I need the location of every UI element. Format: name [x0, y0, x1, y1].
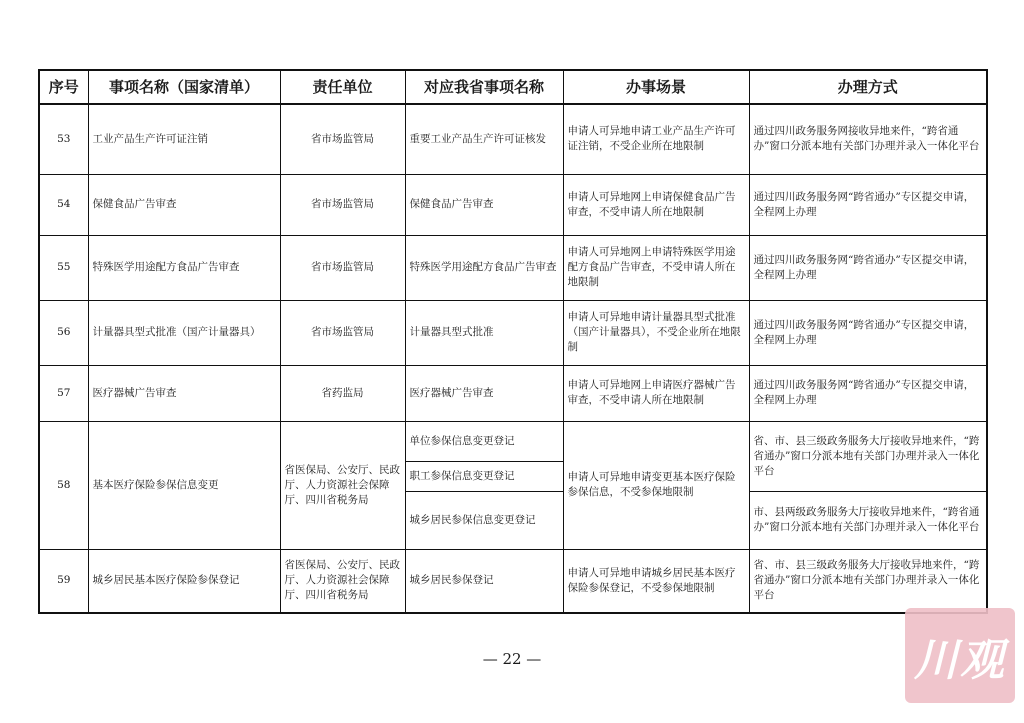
cell-no: 53: [39, 104, 88, 174]
cell-method: 市、县两级政务服务大厅接收异地来件，“跨省通办”窗口分派本地有关部门办理并录入一体化平台: [749, 491, 987, 549]
cell-unit: 省医保局、公安厅、民政厅、人力资源社会保障厅、四川省税务局: [280, 421, 405, 549]
cell-province-item: 重要工业产品生产许可证核发: [405, 104, 563, 174]
cell-no: 55: [39, 235, 88, 300]
cell-scene: 申请人可异地网上申请保健食品广告审查，不受申请人所在地限制: [563, 174, 749, 235]
cell-unit: 省市场监管局: [280, 174, 405, 235]
page-number: — 22 —: [482, 650, 542, 668]
cell-item-name: 工业产品生产许可证注销: [88, 104, 280, 174]
cell-no: 58: [39, 421, 88, 549]
cell-method: 省、市、县三级政务服务大厅接收异地来件，“跨省通办”窗口分派本地有关部门办理并录入一体化平台: [749, 421, 987, 491]
table-header-row: [39, 70, 987, 104]
cell-no: 56: [39, 300, 88, 365]
cell-province-item: 特殊医学用途配方食品广告审查: [405, 235, 563, 300]
header-method: 办理方式: [749, 70, 987, 104]
header-unit: 责任单位: [280, 70, 405, 104]
cell-method: 省、市、县三级政务服务大厅接收异地来件，“跨省通办”窗口分派本地有关部门办理并录入一体化平台: [749, 549, 987, 613]
cell-scene: 申请人可异地申请工业产品生产许可证注销，不受企业所在地限制: [563, 104, 749, 174]
cell-method: 通过四川政务服务网“跨省通办”专区提交申请，全程网上办理: [749, 300, 987, 365]
cell-scene: 申请人可异地申请变更基本医疗保险参保信息，不受参保地限制: [563, 421, 749, 549]
cell-scene: 申请人可异地网上申请医疗器械广告审查，不受申请人所在地限制: [563, 365, 749, 421]
table-row: [39, 104, 987, 174]
cell-province-item: 计量器具型式批准: [405, 300, 563, 365]
cell-item-name: 城乡居民基本医疗保险参保登记: [88, 549, 280, 613]
cell-scene: 申请人可异地申请计量器具型式批准（国产计量器具），不受企业所在地限制: [563, 300, 749, 365]
cell-unit: 省医保局、公安厅、民政厅、人力资源社会保障厅、四川省税务局: [280, 549, 405, 613]
cell-item-name: 特殊医学用途配方食品广告审查: [88, 235, 280, 300]
table-row: [39, 300, 987, 365]
cell-province-item: 医疗器械广告审查: [405, 365, 563, 421]
service-items-table: [38, 69, 988, 614]
cell-province-item: 单位参保信息变更登记: [405, 421, 563, 461]
cell-item-name: 保健食品广告审查: [88, 174, 280, 235]
cell-method: 通过四川政务服务网“跨省通办”专区提交申请，全程网上办理: [749, 174, 987, 235]
watermark-text: 川观: [914, 634, 1006, 686]
cell-method: 通过四川政务服务网“跨省通办”专区提交申请，全程网上办理: [749, 365, 987, 421]
cell-scene: 申请人可异地网上申请特殊医学用途配方食品广告审查，不受申请人所在地限制: [563, 235, 749, 300]
table-row: [39, 549, 987, 613]
table-row: [39, 365, 987, 421]
cell-unit: 省市场监管局: [280, 300, 405, 365]
table-row: [39, 174, 987, 235]
cell-province-item: 保健食品广告审查: [405, 174, 563, 235]
table-row: [39, 235, 987, 300]
cell-province-item: 城乡居民参保登记: [405, 549, 563, 613]
cell-unit: 省药监局: [280, 365, 405, 421]
cell-no: 54: [39, 174, 88, 235]
cell-item-name: 计量器具型式批准（国产计量器具）: [88, 300, 280, 365]
cell-item-name: 医疗器械广告审查: [88, 365, 280, 421]
header-no: 序号: [39, 70, 88, 104]
cell-no: 57: [39, 365, 88, 421]
watermark-logo: [905, 608, 1015, 703]
cell-method: 通过四川政务服务网接收异地来件，“跨省通办”窗口分派本地有关部门办理并录入一体化平台: [749, 104, 987, 174]
cell-no: 59: [39, 549, 88, 613]
cell-province-item: 城乡居民参保信息变更登记: [405, 491, 563, 549]
header-province-item: 对应我省事项名称: [405, 70, 563, 104]
header-item-name: 事项名称（国家清单）: [88, 70, 280, 104]
cell-item-name: 基本医疗保险参保信息变更: [88, 421, 280, 549]
header-scene: 办事场景: [563, 70, 749, 104]
table-row: [39, 421, 987, 461]
cell-method: 通过四川政务服务网“跨省通办”专区提交申请，全程网上办理: [749, 235, 987, 300]
cell-scene: 申请人可异地申请城乡居民基本医疗保险参保登记，不受参保地限制: [563, 549, 749, 613]
cell-unit: 省市场监管局: [280, 235, 405, 300]
cell-unit: 省市场监管局: [280, 104, 405, 174]
cell-province-item: 职工参保信息变更登记: [405, 461, 563, 491]
